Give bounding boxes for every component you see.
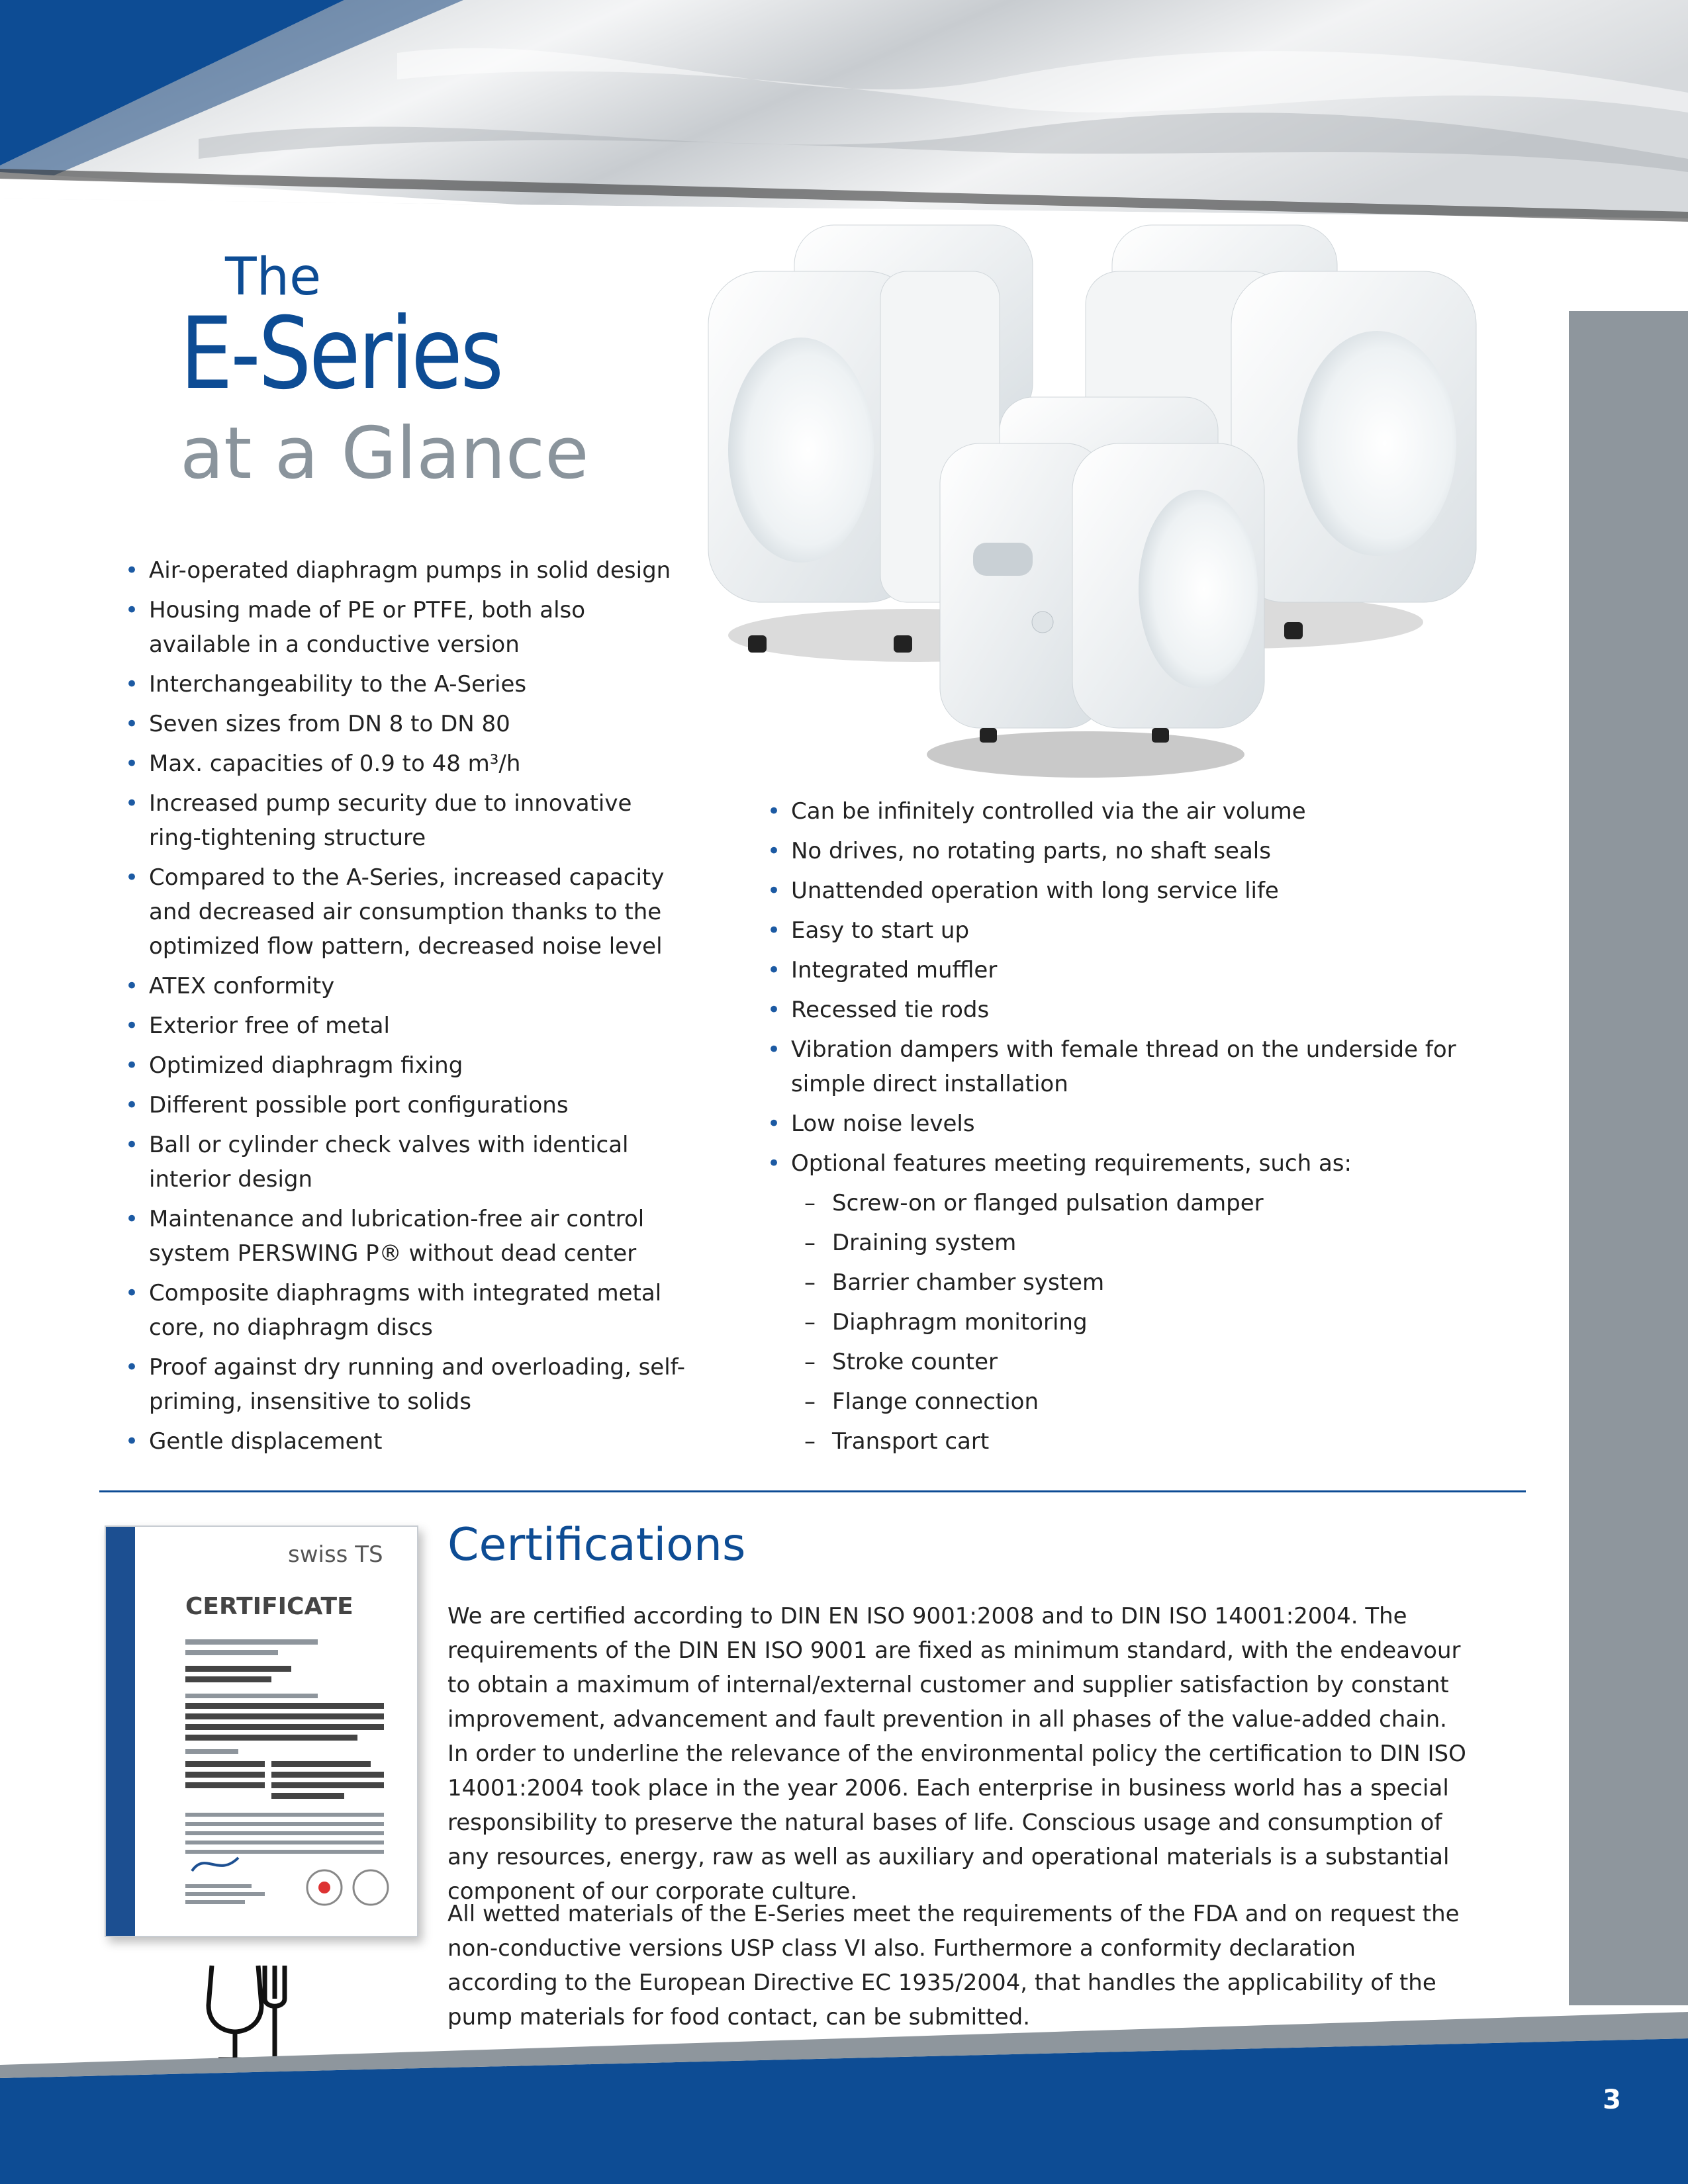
list-item: • Easy to start up — [763, 913, 1505, 948]
list-item: • Seven sizes from DN 8 to DN 80 — [121, 707, 690, 741]
section-divider — [99, 1490, 1526, 1492]
dash-icon: – — [804, 1269, 816, 1296]
list-item: • Increased pump security due to innovative ring-tightening structure — [121, 786, 690, 855]
bullet-icon: • — [767, 917, 781, 944]
list-item: • Composite diaphragms with integrated metal core, no diaphragm discs — [121, 1276, 690, 1345]
title-line-e-series: E-Series — [180, 296, 502, 412]
dash-icon: – — [804, 1230, 816, 1256]
bullet-icon: • — [767, 1036, 781, 1063]
bullet-icon: • — [767, 997, 781, 1023]
bullet-icon: • — [767, 957, 781, 983]
list-item: • No drives, no rotating parts, no shaft seals — [763, 834, 1505, 868]
title-line-at-a-glance: at a Glance — [180, 412, 589, 495]
bullet-icon: • — [125, 1052, 139, 1079]
certificate-image — [105, 1525, 418, 1937]
list-item: • Ball or cylinder check valves with identical interior design — [121, 1128, 690, 1197]
certifications-title: Certifications — [447, 1519, 746, 1571]
list-item: • Can be infinitely controlled via the air volume — [763, 794, 1505, 829]
list-item: • Exterior free of metal — [121, 1009, 690, 1043]
dash-icon: – — [804, 1349, 816, 1375]
list-item: • Interchangeability to the A-Series — [121, 667, 690, 702]
bullet-icon: • — [767, 1111, 781, 1137]
bullet-icon: • — [767, 838, 781, 864]
certifications-paragraph-1: We are certified according to DIN EN ISO 9001:2008 and to DIN ISO 14001:2004. The requirements of the DIN EN ISO 9001 are fixed as minimum standard, with the endeavour to obtain a maximum of internal/external customer and supplier satisfaction by constant improvement, advancement and fault prevention in all phases of the value-added chain. In order to underline the relevance of the environmental policy the certification to DIN ISO 14001:2004 took place in the year 2006. Each enterprise in business world has a special responsibility to preserve the natural bases of life. Conscious usage and consumption of any resources, energy, raw as well as auxiliary and operational materials is a substantial component of our corporate culture. — [447, 1603, 1466, 1905]
list-item: • Optimized diaphragm fixing — [121, 1048, 690, 1083]
bullet-icon: • — [125, 973, 139, 999]
footer-band — [0, 1999, 1688, 2184]
bullet-icon: • — [767, 798, 781, 825]
certificate-heading: CERTIFICATE — [185, 1593, 353, 1620]
sub-list-item: – Stroke counter — [763, 1345, 1505, 1379]
list-item: • Integrated muffler — [763, 953, 1505, 987]
certificate-logo: swiss TS — [288, 1541, 383, 1568]
bullet-icon: • — [125, 1354, 139, 1381]
list-item: • Vibration dampers with female thread on the underside for simple direct installation — [763, 1032, 1505, 1101]
bullet-icon: • — [125, 671, 139, 698]
list-item: • Gentle displacement — [121, 1424, 690, 1459]
dash-icon: – — [804, 1309, 816, 1336]
bullet-icon: • — [125, 1280, 139, 1306]
sub-list-item: – Screw-on or flanged pulsation damper — [763, 1186, 1505, 1220]
page-number: 3 — [1603, 2085, 1621, 2115]
dash-icon: – — [804, 1388, 816, 1415]
dash-icon: – — [804, 1190, 816, 1216]
title-line-the: The — [225, 248, 322, 307]
list-item: • Recessed tie rods — [763, 993, 1505, 1027]
sub-list-item: – Diaphragm monitoring — [763, 1305, 1505, 1340]
list-item: • Unattended operation with long service life — [763, 874, 1505, 908]
list-item: • ATEX conformity — [121, 969, 690, 1003]
sub-list-item: – Draining system — [763, 1226, 1505, 1260]
list-item: • Air-operated diaphragm pumps in solid design — [121, 553, 690, 588]
bullet-icon: • — [767, 1150, 781, 1177]
list-item: • Maintenance and lubrication-free air control system PERSWING P® without dead center — [121, 1202, 690, 1271]
bullet-icon: • — [125, 557, 139, 584]
bullet-icon: • — [767, 878, 781, 904]
bullet-icon: • — [125, 1206, 139, 1232]
bullet-icon: • — [125, 597, 139, 623]
sub-list-item: – Barrier chamber system — [763, 1265, 1505, 1300]
features-right-list — [763, 794, 1505, 1464]
bullet-icon: • — [125, 1013, 139, 1039]
bullet-icon: • — [125, 751, 139, 777]
certifications-paragraph-2: All wetted materials of the E-Series meet the requirements of the FDA and on request the non-conductive versions USP class VI also. Furthermore a conformity declaration according to the European Directive EC 1935/2004, that handles the applicability of the pump materials for food contact, can be submitted. — [447, 1901, 1460, 2030]
dash-icon: – — [804, 1428, 816, 1455]
list-item: • Different possible port configurations — [121, 1088, 690, 1122]
sub-list-item: – Transport cart — [763, 1424, 1505, 1459]
list-item: • Low noise levels — [763, 1107, 1505, 1141]
bullet-icon: • — [125, 1428, 139, 1455]
list-item: • Optional features meeting requirements, such as: — [763, 1146, 1505, 1181]
list-item: • Max. capacities of 0.9 to 48 m³/h — [121, 747, 690, 781]
features-left-list — [121, 553, 690, 1464]
certificate-graphic — [106, 1527, 417, 1936]
bullet-icon: • — [125, 790, 139, 817]
list-item: • Compared to the A-Series, increased capacity and decreased air consumption thanks to the optimized flow pattern, decreased noise level — [121, 860, 690, 964]
bullet-icon: • — [125, 864, 139, 891]
pumps-product-image — [688, 199, 1503, 781]
bullet-icon: • — [125, 711, 139, 737]
sub-list-item: – Flange connection — [763, 1385, 1505, 1419]
list-item: • Housing made of PE or PTFE, both also available in a conductive version — [121, 593, 690, 662]
gray-band — [1569, 311, 1688, 2005]
bullet-icon: • — [125, 1092, 139, 1118]
list-item: • Proof against dry running and overloading, self-priming, insensitive to solids — [121, 1350, 690, 1419]
bullet-icon: • — [125, 1132, 139, 1158]
